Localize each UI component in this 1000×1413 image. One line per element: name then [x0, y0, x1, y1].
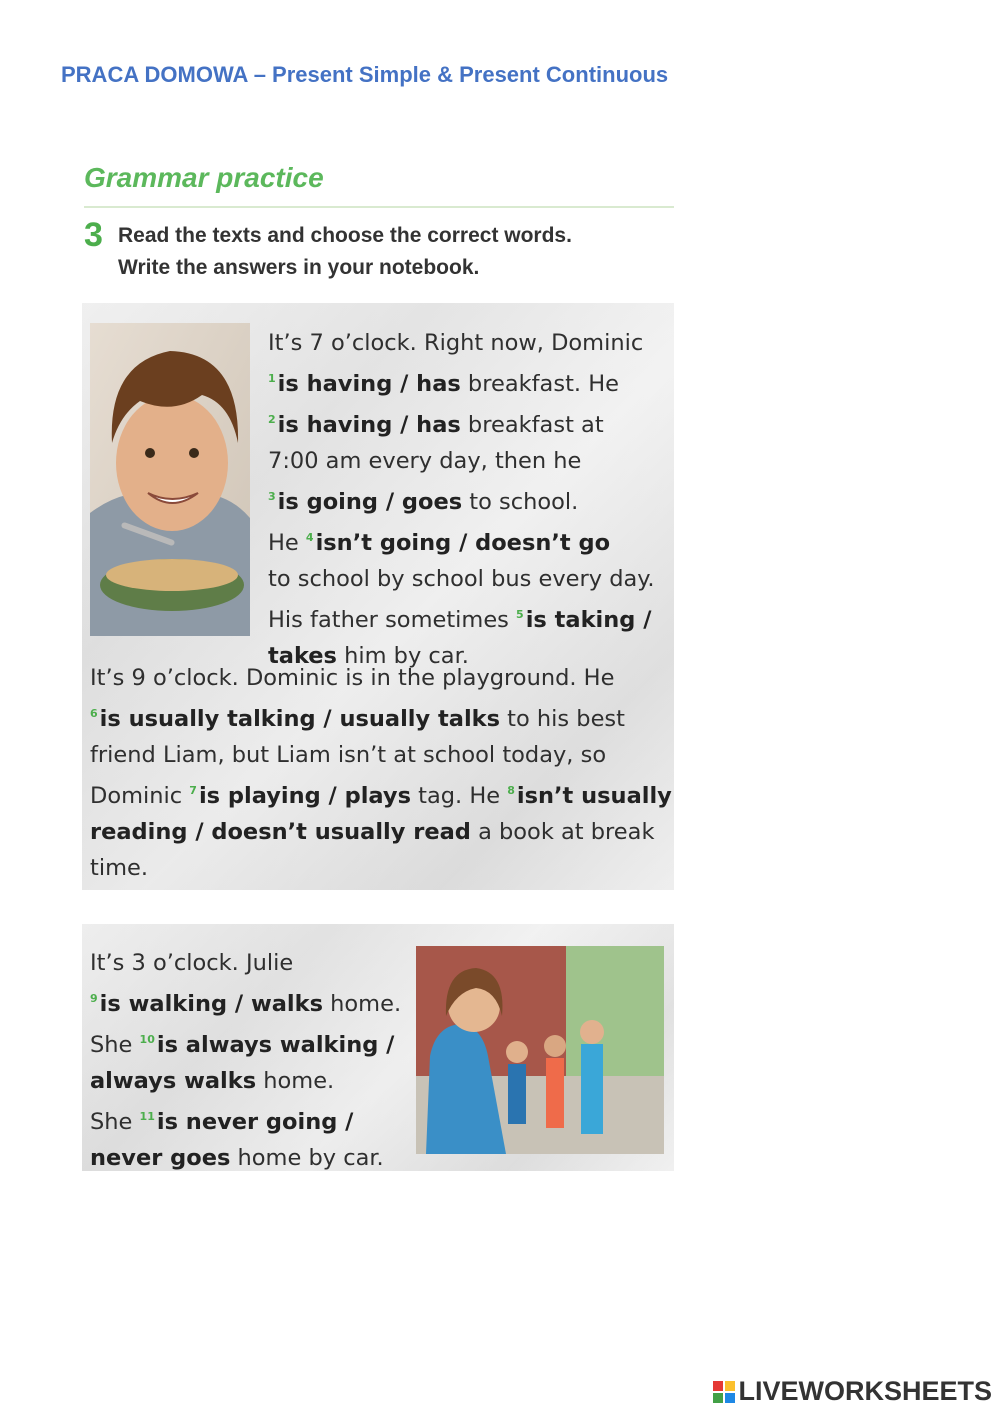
- gap-number: 7: [189, 784, 197, 797]
- passage-julie: [90, 945, 401, 1176]
- passage-text: home.: [256, 1068, 335, 1094]
- instruction-line-2: Write the answers in your notebook.: [118, 256, 480, 279]
- passage-text: She: [90, 1032, 140, 1058]
- passage-line: [268, 597, 655, 638]
- answer-choice[interactable]: always walks: [90, 1068, 257, 1094]
- passage-line: [268, 520, 655, 561]
- answer-choice[interactable]: takes: [268, 643, 337, 669]
- liveworksheets-logo: [713, 1376, 992, 1407]
- passage-line: [268, 443, 655, 479]
- passage-text: It’s 9 o’clock. Dominic is in the playground. He: [90, 665, 615, 691]
- text-box-julie: [82, 924, 674, 1171]
- passage-text: He: [268, 530, 306, 556]
- answer-choice[interactable]: isn’t usually: [516, 783, 672, 809]
- passage-line: [90, 850, 672, 886]
- passage-text: friend Liam, but Liam isn’t at school today, so: [90, 742, 607, 768]
- gap-number: 3: [268, 490, 276, 503]
- passage-text: to school by school bus every day.: [268, 566, 655, 592]
- passage-line: [90, 1140, 401, 1176]
- page-title: PRACA DOMOWA – Present Simple & Present Continuous: [61, 62, 669, 87]
- passage-text: She: [90, 1109, 140, 1135]
- answer-choice[interactable]: is playing / plays: [198, 783, 411, 809]
- boy-eating-cereal-photo: [90, 323, 250, 636]
- passage-text: His father sometimes: [268, 607, 517, 633]
- passage-dominic-break: [90, 660, 672, 886]
- answer-choice[interactable]: is usually talking / usually talks: [99, 706, 501, 732]
- passage-text: breakfast at: [460, 412, 604, 438]
- passage-text: 7:00 am every day, then he: [268, 448, 582, 474]
- answer-choice[interactable]: never goes: [90, 1145, 231, 1171]
- passage-line: [90, 737, 672, 773]
- section-heading-text: Grammar practice: [84, 162, 324, 193]
- answer-choice[interactable]: is having / has: [277, 412, 461, 438]
- gap-number: 1: [268, 372, 276, 385]
- passage-line: [90, 660, 672, 696]
- gap-number: 2: [268, 413, 276, 426]
- answer-choice[interactable]: is always walking /: [156, 1032, 395, 1058]
- instruction-line-1: Read the texts and choose the correct words.: [118, 224, 572, 247]
- gap-number: 10: [139, 1033, 155, 1046]
- passage-text: breakfast. He: [460, 371, 619, 397]
- passage-line: [268, 361, 655, 402]
- answer-choice[interactable]: is taking /: [525, 607, 652, 633]
- passage-text: Dominic: [90, 783, 190, 809]
- section-heading: [84, 162, 674, 208]
- passage-line: [268, 402, 655, 443]
- logo-text: LIVEWORKSHEETS: [738, 1376, 992, 1406]
- answer-choice[interactable]: reading / doesn’t usually read: [90, 819, 471, 845]
- gap-number: 11: [139, 1110, 155, 1123]
- passage-text: home.: [323, 991, 402, 1017]
- passage-dominic-morning: [268, 325, 655, 674]
- passage-line: [268, 561, 655, 597]
- passage-text: him by car.: [336, 643, 469, 669]
- passage-line: [90, 814, 672, 850]
- exercise-number: 3: [84, 216, 103, 254]
- answer-choice[interactable]: is going / goes: [277, 489, 463, 515]
- passage-text: time.: [90, 855, 148, 881]
- passage-text: home by car.: [230, 1145, 384, 1171]
- gap-number: 6: [90, 707, 98, 720]
- passage-line: [90, 945, 401, 981]
- passage-text: to school.: [462, 489, 579, 515]
- gap-number: 5: [516, 608, 524, 621]
- passage-line: [90, 981, 401, 1022]
- passage-line: [268, 479, 655, 520]
- passage-text: It’s 7 o’clock. Right now, Dominic: [268, 330, 644, 356]
- passage-text: a book at break: [470, 819, 655, 845]
- passage-line: [90, 696, 672, 737]
- passage-line: [268, 325, 655, 361]
- girl-with-backpack-photo: [416, 946, 664, 1154]
- gap-number: 8: [507, 784, 515, 797]
- passage-text: tag. He: [410, 783, 508, 809]
- answer-choice[interactable]: is having / has: [277, 371, 461, 397]
- gap-number: 4: [305, 531, 314, 544]
- text-box-dominic: [82, 303, 674, 890]
- passage-text: It’s 3 o’clock. Julie: [90, 950, 294, 976]
- passage-line: [90, 1099, 401, 1140]
- gap-number: 9: [90, 992, 98, 1005]
- exercise-text: [118, 220, 572, 284]
- answer-choice[interactable]: is walking / walks: [99, 991, 323, 1017]
- liveworksheets-logo-icon: [713, 1381, 735, 1403]
- answer-choice[interactable]: is never going /: [156, 1109, 354, 1135]
- passage-line: [90, 1063, 401, 1099]
- passage-text: to his best: [500, 706, 625, 732]
- passage-line: [90, 773, 672, 814]
- passage-line: [90, 1022, 401, 1063]
- answer-choice[interactable]: isn’t going / doesn’t go: [315, 530, 611, 556]
